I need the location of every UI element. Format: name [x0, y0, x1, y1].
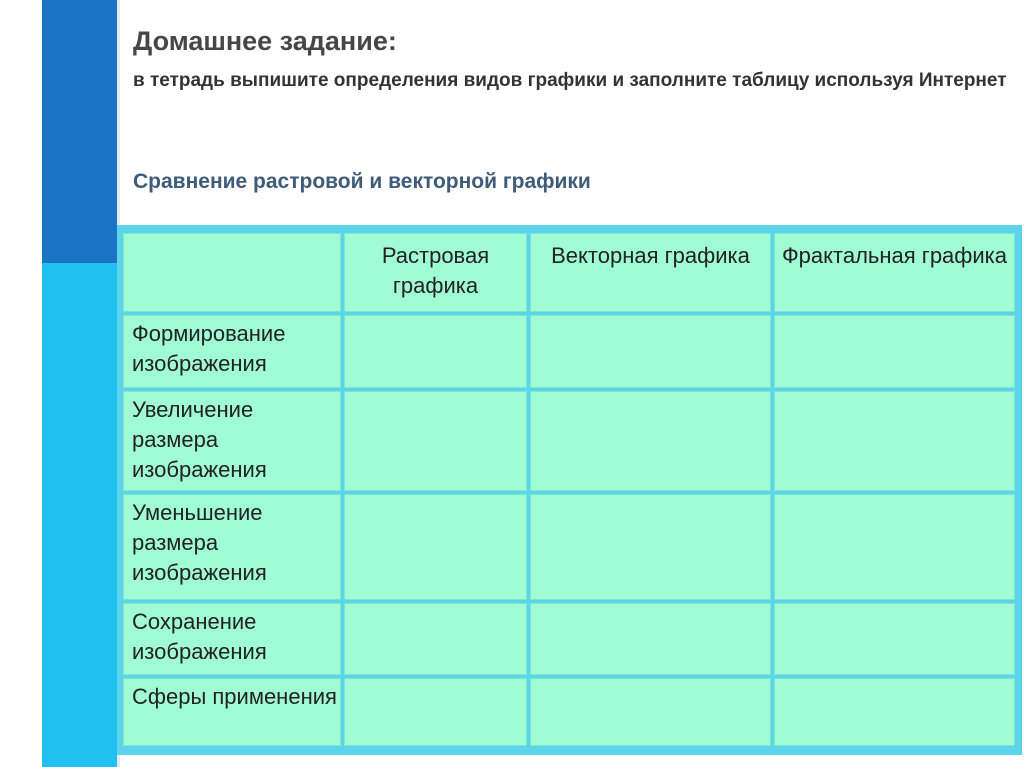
table-cell[interactable] [774, 494, 1015, 600]
table-row [123, 391, 1015, 491]
comparison-table-frame [117, 225, 1022, 755]
accent-bar-dark [42, 0, 117, 263]
header-fractal: Фрактальная графика [774, 233, 1015, 312]
table-cell[interactable] [530, 603, 771, 675]
header-raster: Растровая графика [344, 233, 527, 312]
row-label: Сферы применения [123, 678, 341, 746]
table-row [123, 603, 1015, 675]
table-cell[interactable] [774, 678, 1015, 746]
left-margin [0, 0, 42, 767]
row-label: Уменьшение размера изображения [123, 494, 341, 600]
table-row [123, 678, 1015, 746]
comparison-table [120, 230, 1018, 749]
table-cell[interactable] [530, 315, 771, 388]
table-cell[interactable] [344, 391, 527, 491]
assignment-text: в тетрадь выпишите определения видов графики и заполните таблицу используя Интернет [133, 70, 1007, 91]
table-cell[interactable] [530, 391, 771, 491]
header-corner [123, 233, 341, 312]
table-cell[interactable] [344, 603, 527, 675]
page-title: Домашнее задание: [133, 26, 397, 56]
row-label: Сохранение изображения [123, 603, 341, 675]
table-cell[interactable] [530, 494, 771, 600]
table-cell[interactable] [774, 391, 1015, 491]
accent-bar-light [42, 263, 117, 767]
table-row [123, 315, 1015, 388]
row-label: Увеличение размера изображения [123, 391, 341, 491]
row-label: Формирование изображения [123, 315, 341, 388]
table-cell[interactable] [344, 315, 527, 388]
table-cell[interactable] [344, 494, 527, 600]
table-header-row [123, 233, 1015, 312]
section-title: Сравнение растровой и векторной графики [133, 170, 591, 193]
header-vector: Векторная графика [530, 233, 771, 312]
table-cell[interactable] [344, 678, 527, 746]
table-cell[interactable] [530, 678, 771, 746]
table-cell[interactable] [774, 315, 1015, 388]
table-row [123, 494, 1015, 600]
table-cell[interactable] [774, 603, 1015, 675]
